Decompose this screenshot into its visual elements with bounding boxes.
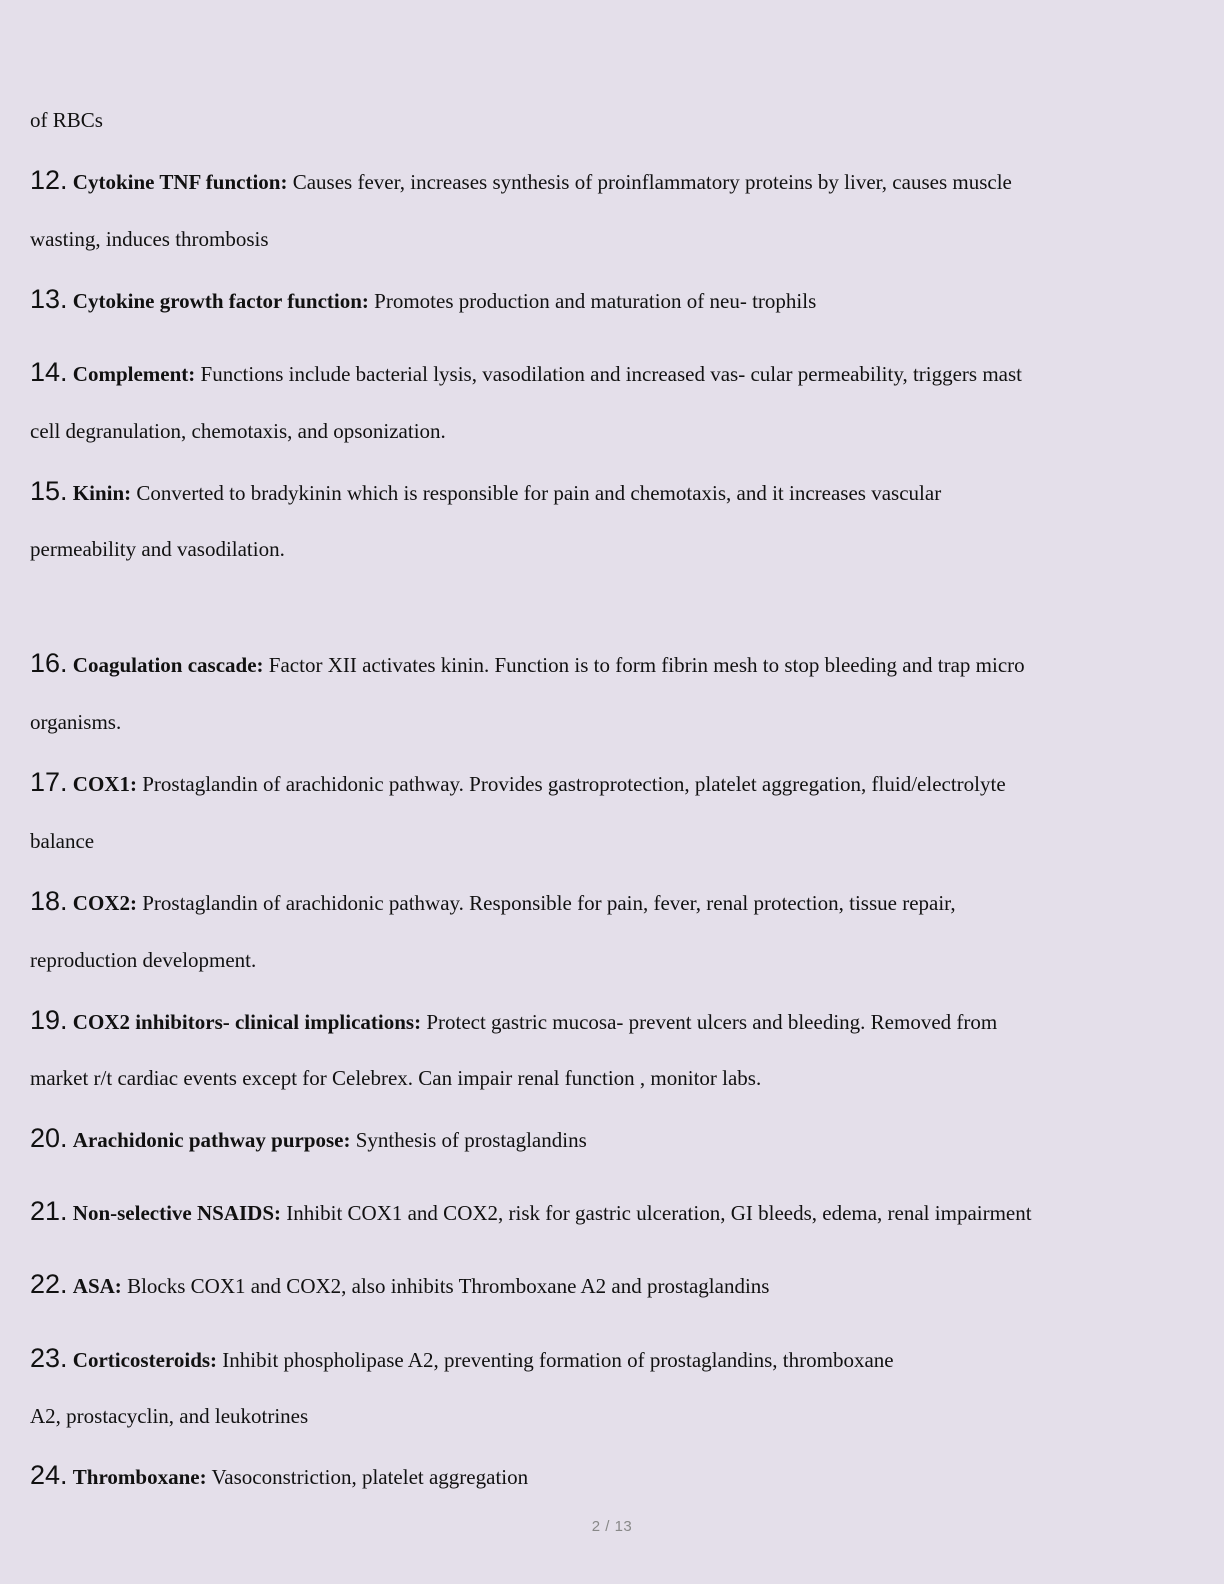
item-number: 17. (30, 767, 68, 797)
list-item (30, 1124, 587, 1154)
item-term: Coagulation cascade: (72, 653, 264, 677)
item-number: 21. (30, 1196, 68, 1226)
item-term: COX1: (72, 772, 137, 796)
item-number: 23. (30, 1343, 68, 1373)
item-text: Blocks COX1 and COX2, also inhibits Thromboxane A2 and prostaglandins (121, 1274, 770, 1298)
item-number: 12. (30, 165, 68, 195)
list-item (30, 1197, 1032, 1227)
item-text: Functions include bacterial lysis, vasodilation and increased vas- cular permeability, triggers mast (195, 362, 1023, 386)
item-term: Cytokine growth factor function: (72, 289, 369, 313)
item-text: Synthesis of prostaglandins (350, 1128, 587, 1152)
item-term: Cytokine TNF function: (72, 170, 288, 194)
document-page (30, 0, 1190, 1584)
item-term: Corticosteroids: (72, 1348, 218, 1372)
item-text: Prostaglandin of arachidonic pathway. Responsible for pain, fever, renal protection, tissue repair, (136, 891, 956, 915)
list-item (30, 887, 956, 917)
item-term: Complement: (72, 362, 196, 386)
item-number: 20. (30, 1123, 68, 1153)
list-item (30, 1461, 528, 1491)
item-number: 16. (30, 648, 68, 678)
item-text-continued: permeability and vasodilation. (30, 537, 285, 561)
item-number: 24. (30, 1460, 68, 1490)
list-item (30, 166, 1012, 196)
item-term: Arachidonic pathway purpose: (72, 1128, 351, 1152)
item-number: 19. (30, 1005, 68, 1035)
item-text: Prostaglandin of arachidonic pathway. Provides gastroprotection, platelet aggregation, fluid/electrolyte (136, 772, 1006, 796)
item-text: Inhibit phospholipase A2, preventing formation of prostaglandins, thromboxane (217, 1348, 894, 1372)
item-number: 22. (30, 1269, 68, 1299)
item-text: Protect gastric mucosa- prevent ulcers and bleeding. Removed from (421, 1010, 998, 1034)
item-number: 14. (30, 357, 68, 387)
list-item (30, 358, 1022, 388)
list-item (30, 477, 941, 507)
item-text-continued: organisms. (30, 710, 122, 734)
continuation-text: of RBCs (30, 108, 103, 132)
page-number: 2 / 13 (591, 1518, 633, 1535)
item-text-continued: market r/t cardiac events except for Celebrex. Can impair renal function , monitor labs. (30, 1066, 762, 1090)
item-term: ASA: (72, 1274, 122, 1298)
item-text: Inhibit COX1 and COX2, risk for gastric ulceration, GI bleeds, edema, renal impairment (281, 1201, 1032, 1225)
list-item (30, 1270, 769, 1300)
item-text-continued: reproduction development. (30, 948, 257, 972)
list-item (30, 649, 1025, 679)
item-term: Kinin: (72, 481, 132, 505)
item-text: Factor XII activates kinin. Function is to form fibrin mesh to stop bleeding and trap micro (263, 653, 1025, 677)
item-number: 13. (30, 284, 68, 314)
item-text-continued: balance (30, 829, 95, 853)
item-term: COX2: (72, 891, 137, 915)
item-text: Vasoconstriction, platelet aggregation (206, 1465, 529, 1489)
item-text-continued: A2, prostacyclin, and leukotrines (30, 1404, 309, 1428)
list-item (30, 1006, 997, 1036)
item-number: 15. (30, 476, 68, 506)
list-item (30, 768, 1006, 798)
item-term: Non-selective NSAIDS: (72, 1201, 282, 1225)
item-text: Causes fever, increases synthesis of proinflammatory proteins by liver, causes muscle (287, 170, 1012, 194)
list-item (30, 1344, 894, 1374)
item-term: Thromboxane: (72, 1465, 207, 1489)
item-term: COX2 inhibitors- clinical implications: (72, 1010, 422, 1034)
item-text-continued: wasting, induces thrombosis (30, 227, 269, 251)
list-item (30, 285, 816, 315)
item-text: Converted to bradykinin which is responsible for pain and chemotaxis, and it increases vascular (131, 481, 942, 505)
item-text-continued: cell degranulation, chemotaxis, and opsonization. (30, 419, 446, 443)
item-text: Promotes production and maturation of neu- trophils (368, 289, 817, 313)
item-number: 18. (30, 886, 68, 916)
